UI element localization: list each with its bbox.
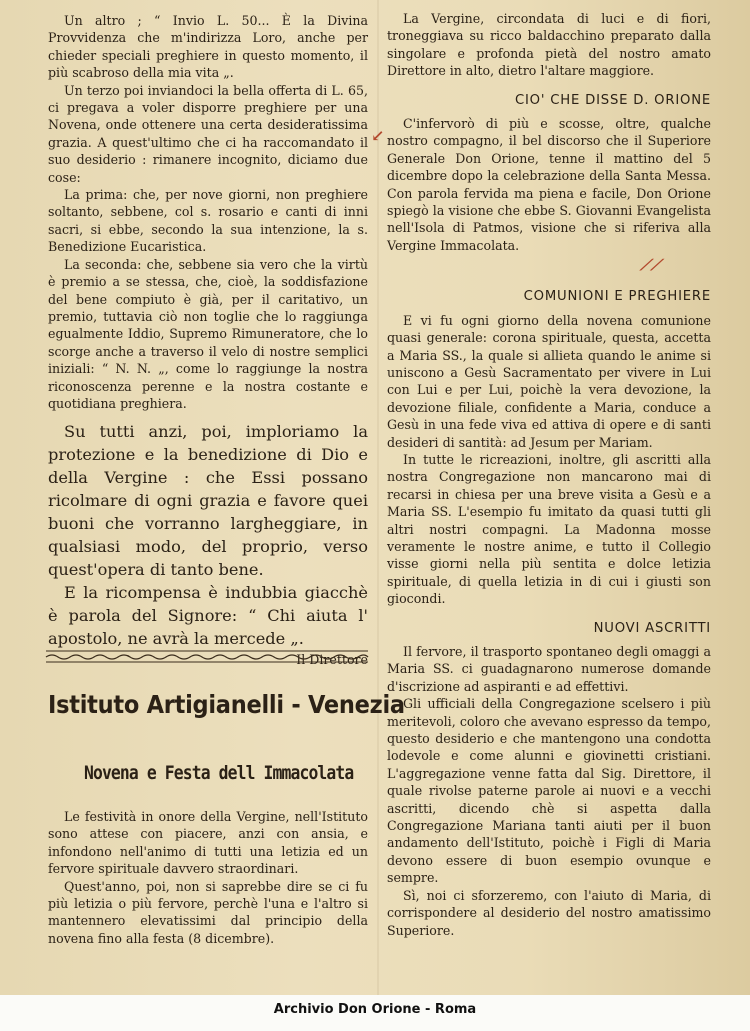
paragraph: In tutte le ricreazioni, inoltre, gli ascritti alla nostra Congregazione non mancarono mai di recarsi in chiesa per una breve visita a Gesù e a Maria SS. L'esempio fu imitato da quasi tutti gli altri nostri compagni. La Madonna mosse veramente le nostre anime, e tutto il Collegio visse giorni nella più sentita e dolce letizia spirituale, di quella letizia in di cui i giusti son giocondi. bbox=[387, 451, 711, 607]
paragraph: La prima: che, per nove giorni, non preghiere soltanto, sebbene, col s. rosario e canti di inni sacri, si ebbe, secondo la sua intenzione, la s. Benedizione Eucaristica. bbox=[48, 187, 368, 255]
paragraph: Su tutti anzi, poi, imploriamo la protezione e la benedizione di Dio e della Vergine : che Essi possano ricolmare di ogni grazia e favore quei buoni che vorranno largheggiare, in qualsiasi modo, del proprio, verso quest'opera di tanto bene. bbox=[48, 422, 368, 580]
paragraph: Gli ufficiali della Congregazione scelsero i più meritevoli, coloro che avevano espresso da tempo, questo desiderio e che mantengono una condotta lodevole e come alunni e giovinetti cristiani. L'aggregazione venne fatta dal Sig. Direttore, il quale rivolse paterne parole ai nuovi e a vecchi ascritti, dicendo chè si aspetta dalla Congregazione Mariana tanti aiuti per il buon andamento dell'Istituto, poichè i Figli di Maria devono essere di buon esempio ovunque e sempre. bbox=[387, 696, 711, 886]
paragraph: Un altro ; “ Invio L. 50... È la Divina Provvidenza che m'indirizza Loro, anche per chieder speciali preghiere in questo momento, il più scabroso della mia vita „. bbox=[48, 13, 368, 81]
column-gutter bbox=[377, 0, 379, 995]
section-heading-comunioni: COMUNIONI E PREGHIERE bbox=[523, 289, 711, 305]
handwritten-arrow-icon: ↙ bbox=[371, 126, 385, 145]
section-heading-ascritti: NUOVI ASCRITTI bbox=[593, 620, 711, 636]
paragraph: Un terzo poi inviandoci la bella offerta di L. 65, ci pregava a voler disporre preghiere per una Novena, onde ottenere una certa desideratissima grazia. A quest'ultimo che ci ha raccomandato il suo desiderio : rimanere incognito, diciamo due cose: bbox=[48, 82, 368, 185]
institute-body bbox=[48, 808, 368, 947]
left-column bbox=[48, 12, 368, 667]
left-body bbox=[48, 12, 368, 412]
institute-title: Istituto Artigianelli - Venezia bbox=[48, 690, 405, 719]
paragraph: C'infervorò di più e scosse, oltre, qualche nostro compagno, il bel discorso che il Superiore Generale Don Orione, tenne il mattino del 5 dicembre dopo la celebrazione della Santa Messa. Con parola fervida ma piena e facile, Don Orione spiegò la visione che ebbe S. Giovanni Evangelista nell'Isola di Patmos, visione che si riferiva alla Vergine Immacolata. bbox=[387, 116, 711, 253]
archive-footer: Archivio Don Orione - Roma bbox=[0, 995, 750, 1031]
ornamental-rule bbox=[44, 648, 370, 664]
paragraph: Il fervore, il trasporto spontaneo degli omaggi a Maria SS. ci guadagnarono numerose domande d'iscrizione ad aspiranti e ad effettivi. bbox=[387, 644, 711, 694]
handwritten-tick-icon: ⟋⟋ bbox=[640, 256, 662, 274]
intro-paragraph: La Vergine, circondata di luci e di fiori, troneggiava su ricco baldacchino preparato dalla singolare e profonda pietà del nostro amato Direttore in alto, dietro l'altare maggiore. bbox=[387, 11, 711, 79]
article-subtitle: Novena e Festa dell Immacolata bbox=[84, 762, 354, 784]
section-heading-orione: CIO' CHE DISSE D. ORIONE bbox=[514, 92, 711, 108]
paragraph: E la ricompensa è indubbia giacchè è parola del Signore: “ Chi aiuta l' apostolo, ne avrà la mercede „. bbox=[48, 583, 368, 649]
paragraph: Sì, noi ci sforzeremo, con l'aiuto di Maria, di corrispondere al desiderio del nostro amatissimo Superiore. bbox=[387, 887, 711, 938]
paragraph: Quest'anno, poi, non si saprebbe dire se ci fu più letizia o più fervore, perchè l'una e l'altro si mantennero elevatissimi dal principio della novena fino alla festa (8 dicembre). bbox=[48, 878, 368, 946]
signature: Il Direttore bbox=[296, 652, 368, 668]
right-column bbox=[387, 10, 711, 939]
paragraph: Le festività in onore della Vergine, nell'Istituto sono attese con piacere, anzi con ansia, e infondono nell'animo di tutti una letizia ed un fervore spirituale davvero straordinari. bbox=[48, 809, 368, 877]
paragraph: E vi fu ogni giorno della novena comunione quasi generale: corona spirituale, questa, accetta a Maria SS., la quale si allieta quando le anime si uniscono a Gesù Sacramentato per vivere in Lui con Lui e per Lui, poichè la vera devozione, la devozione filiale, confidente a Maria, conduce a Gesù in una fede viva ed attiva di opere e di santi desideri di santità: ad Jesum per Mariam. bbox=[387, 312, 711, 450]
appeal-text bbox=[48, 420, 368, 650]
paragraph: La seconda: che, sebbene sia vero che la virtù è premio a se stessa, che, cioè, la soddisfazione del bene compiuto è già, per il caritativo, un premio, tuttavia ciò non toglie che lo raggiunga egualmente Iddio, Supremo Rimuneratore, che lo scorge anche a traverso il velo di nostre semplici iniziali: “ N. N. „, come lo raggiunge la nostra riconoscenza perenne e la nostra costante e quotidiana preghiera. bbox=[48, 256, 368, 411]
